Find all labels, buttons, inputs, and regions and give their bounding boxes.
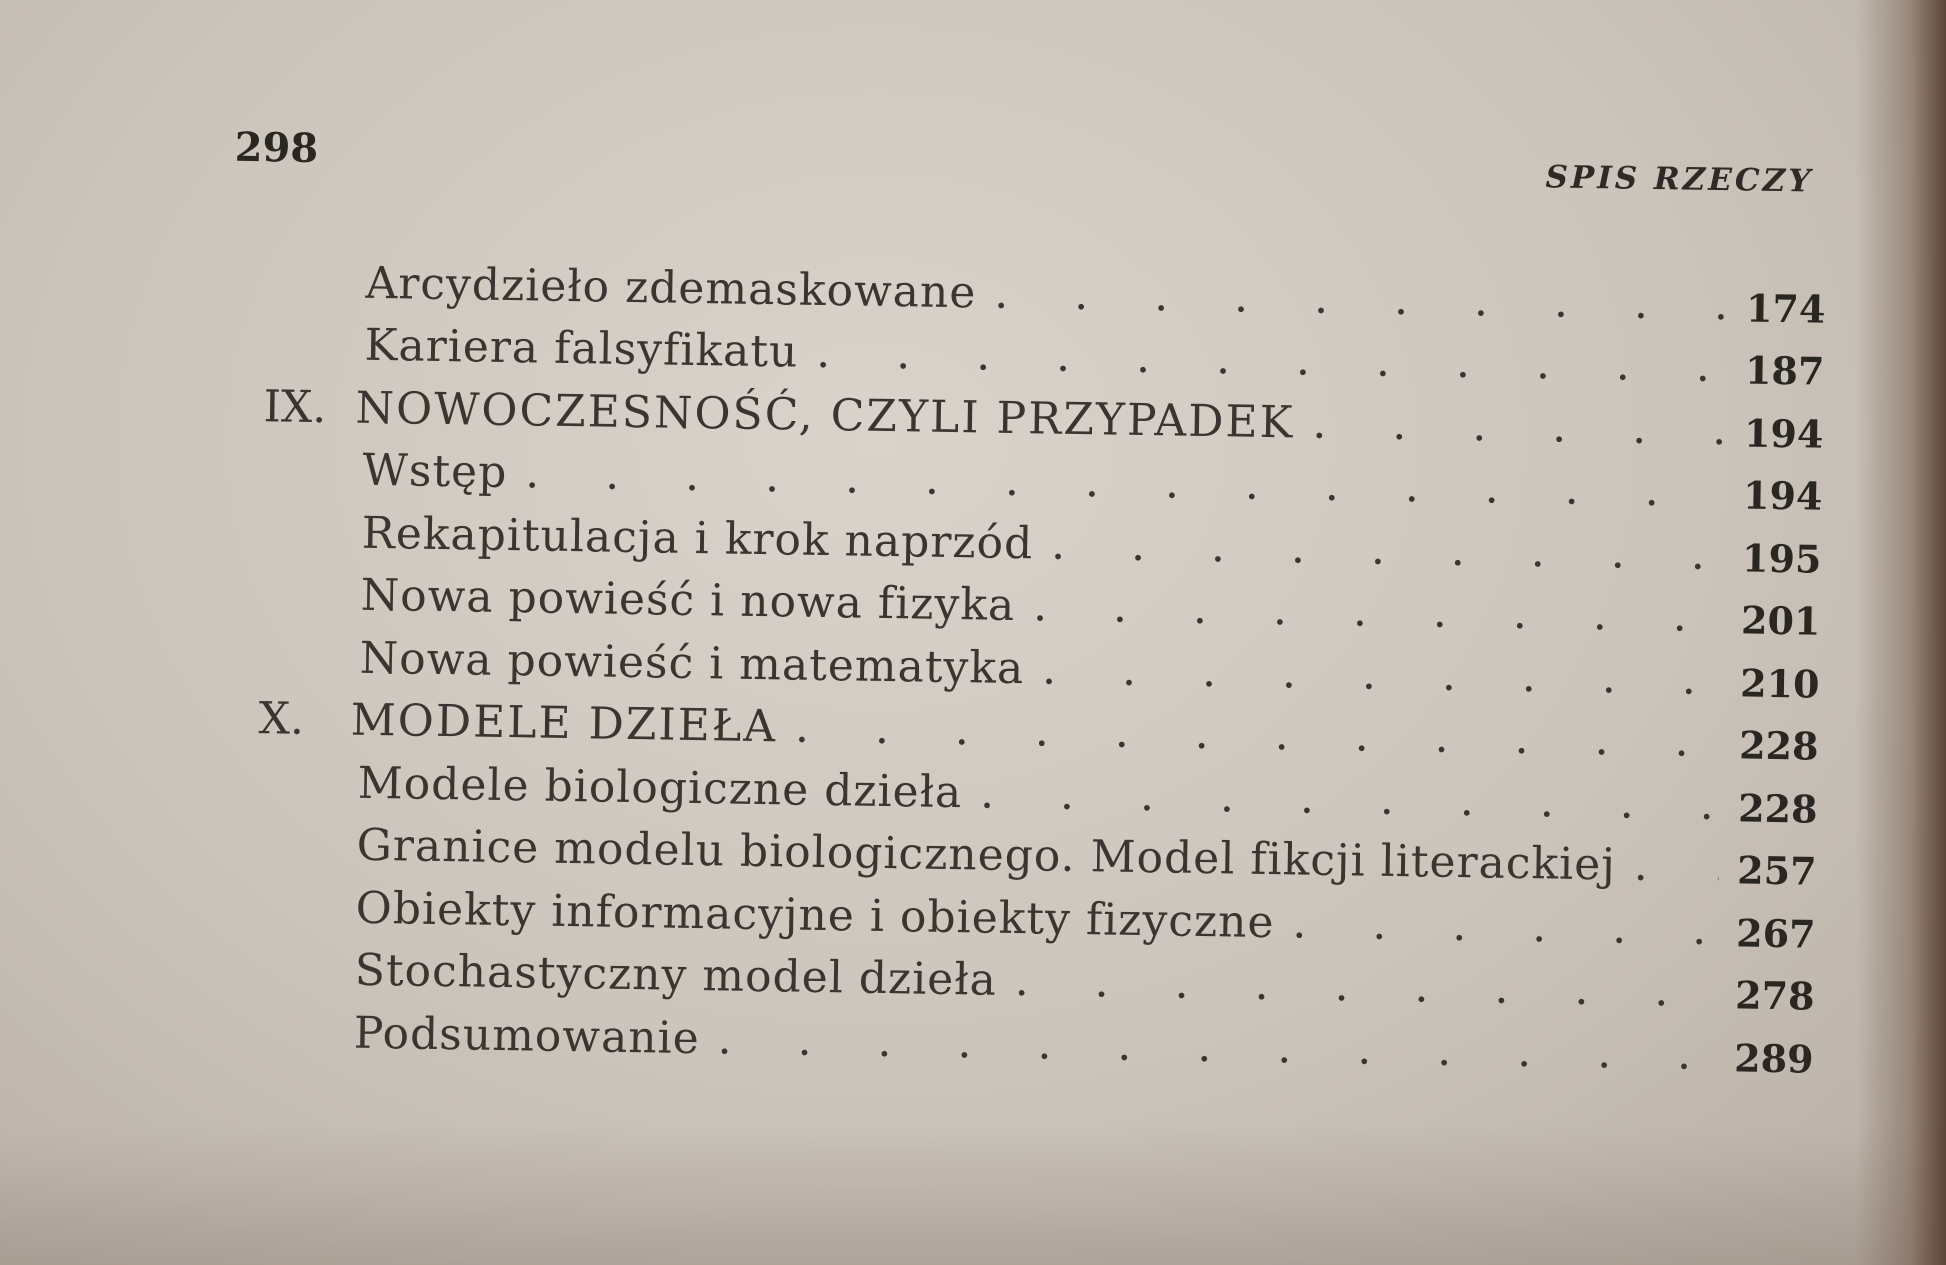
entry-title: Podsumowanie [353,1007,701,1064]
entry-title: MODELE DZIEŁA [350,694,778,753]
dot-leader [1292,897,1718,955]
entry-page: 174 [1745,284,1826,332]
entry-page: 195 [1741,534,1822,582]
entry-title: Stochastyczny model dzieła [354,944,998,1006]
entry-page: 194 [1743,409,1824,457]
dot-leader [1312,397,1726,454]
entry-page: 257 [1736,847,1817,894]
page-shadow [0,1125,1946,1265]
entry-page: 194 [1742,472,1823,519]
entry-title: Kariera falsyfikatu [364,319,799,378]
running-head: SPIS RZECZY [1545,159,1814,200]
entry-title: Rekapitulacja i krok naprzód [361,507,1034,569]
entry-page: 201 [1740,597,1821,644]
dot-leader [1033,580,1723,642]
chapter-number: IX. [263,380,327,433]
book-spine-edge [1856,0,1946,1265]
dot-leader [1042,643,1722,705]
entry-title: NOWOCZESNOŚĆ, CZYLI PRZYPADEK [355,382,1295,448]
chapter-number: X. [258,693,305,745]
entry-title: Arcydzieło zdemaskowane [365,257,977,318]
table-of-contents [253,244,1826,1081]
entry-title: Nowa powieść i nowa fizyka [360,569,1016,632]
entry-page: 289 [1733,1034,1814,1082]
page-number: 298 [234,123,319,173]
dot-leader [1633,840,1719,892]
entry-title: Obiekty informacyjne i obiekty fizyczne [355,882,1275,948]
entry-title: Modele biologiczne dzieła [357,757,963,818]
entry-page: 278 [1734,972,1815,1019]
entry-page: 187 [1744,347,1825,394]
entry-title: Wstęp [362,444,508,499]
entry-page: 267 [1735,909,1816,957]
dot-leader [717,1013,1716,1080]
entry-page: 210 [1739,659,1820,707]
entry-title: Nowa powieść i matematyka [359,632,1025,694]
entry-page: 228 [1738,722,1819,769]
dot-leader [1051,518,1724,580]
entry-page: 228 [1737,784,1818,832]
entry-title: Granice modelu biologicznego. Model fikcji literackiej [356,819,1617,891]
